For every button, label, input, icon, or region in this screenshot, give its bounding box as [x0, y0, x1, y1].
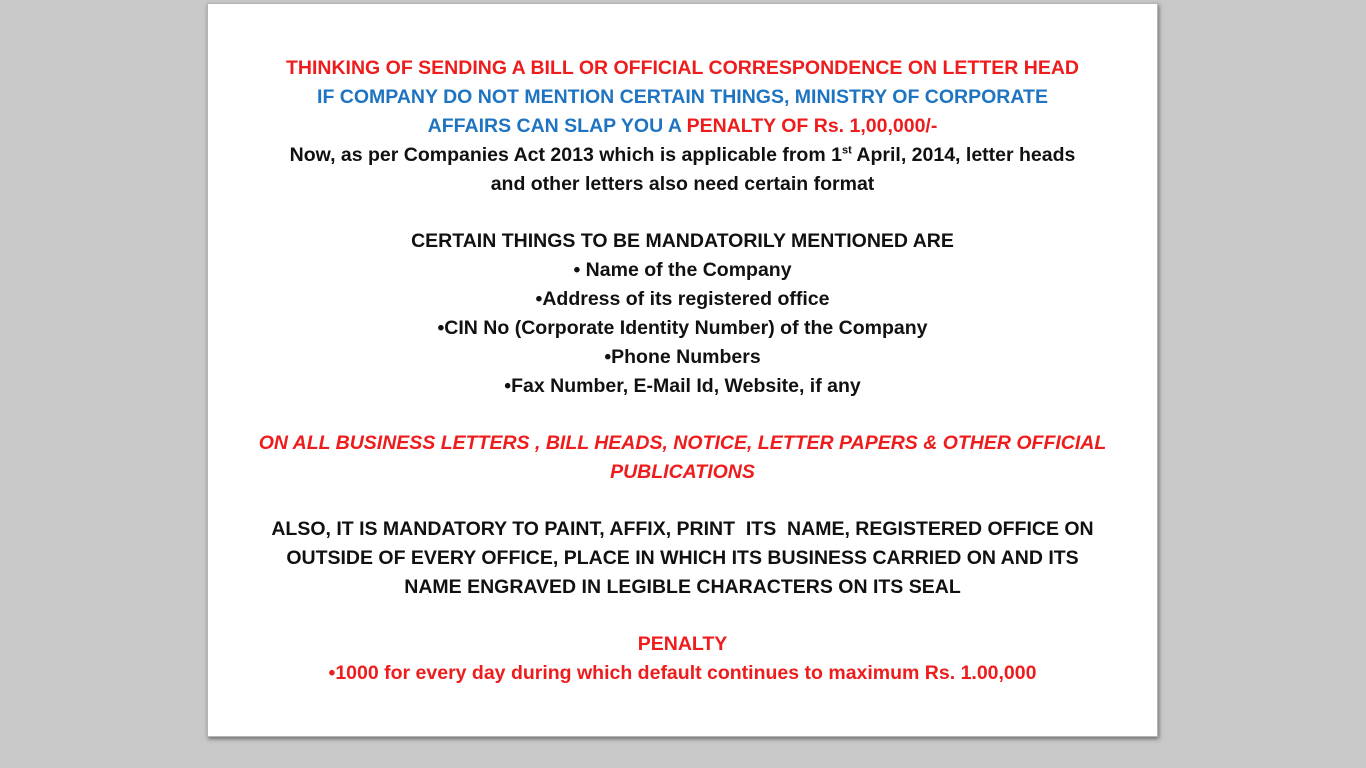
spacer — [208, 487, 1157, 515]
mandatory-item: •Phone Numbers — [604, 346, 761, 368]
mandatory-title: CERTAIN THINGS TO BE MANDATORILY MENTIONED ARE — [411, 230, 954, 252]
spacer — [208, 401, 1157, 429]
applies-to-line-2: PUBLICATIONS — [610, 461, 755, 483]
mandatory-item: •Fax Number, E-Mail Id, Website, if any — [504, 375, 861, 397]
slide-content — [208, 54, 1157, 688]
intro-line-1-a: Now, as per Companies Act 2013 which is applicable from 1 — [289, 144, 842, 166]
mandatory-item: • Name of the Company — [573, 259, 792, 281]
heading-line-3-penalty: PENALTY OF Rs. 1,00,000/- — [686, 115, 938, 137]
mandatory-item: •Address of its registered office — [535, 288, 830, 310]
also-line-1: ALSO, IT IS MANDATORY TO PAINT, AFFIX, PRINT ITS NAME, REGISTERED OFFICE ON — [271, 518, 1094, 540]
penalty-title: PENALTY — [637, 633, 728, 655]
penalty-detail: •1000 for every day during which default continues to maximum Rs. 1.00,000 — [328, 662, 1037, 684]
heading-line-3-blue: AFFAIRS CAN SLAP YOU A — [427, 115, 687, 137]
spacer — [208, 602, 1157, 630]
also-line-2: OUTSIDE OF EVERY OFFICE, PLACE IN WHICH ITS BUSINESS CARRIED ON AND ITS — [286, 547, 1079, 569]
also-line-3: NAME ENGRAVED IN LEGIBLE CHARACTERS ON ITS SEAL — [404, 576, 961, 598]
spacer — [208, 199, 1157, 227]
heading-line-3 — [208, 112, 1157, 141]
intro-line-1 — [208, 141, 1157, 170]
mandatory-item: •CIN No (Corporate Identity Number) of the Company — [437, 317, 928, 339]
slide-page — [207, 3, 1158, 737]
intro-line-2: and other letters also need certain format — [490, 173, 875, 195]
heading-line-2: IF COMPANY DO NOT MENTION CERTAIN THINGS, MINISTRY OF CORPORATE — [317, 86, 1048, 108]
intro-line-1-b: April, 2014, letter heads — [851, 144, 1076, 166]
applies-to-line-1: ON ALL BUSINESS LETTERS , BILL HEADS, NOTICE, LETTER PAPERS & OTHER OFFICIAL — [258, 432, 1107, 454]
heading-line-1: THINKING OF SENDING A BILL OR OFFICIAL CORRESPONDENCE ON LETTER HEAD — [285, 57, 1080, 79]
intro-line-1-sup: st — [841, 144, 852, 157]
